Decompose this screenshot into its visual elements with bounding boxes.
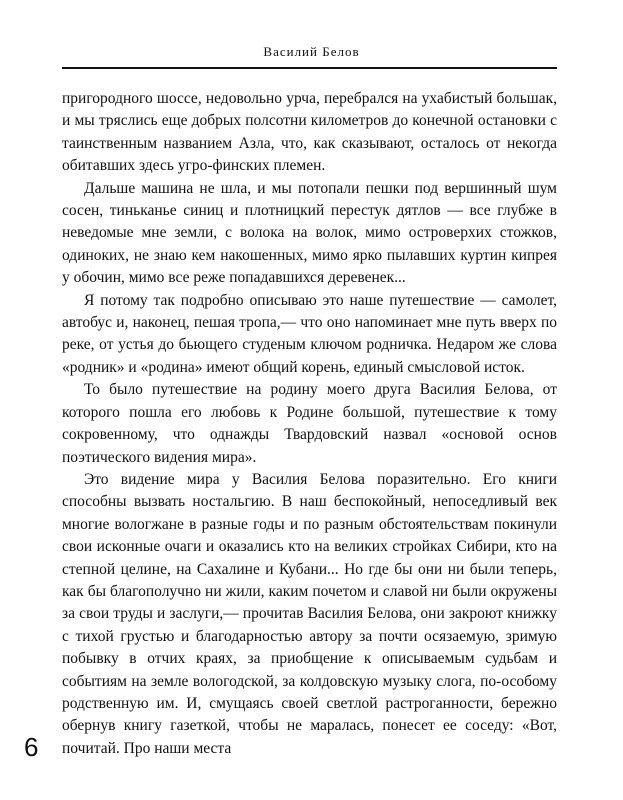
paragraph-4: То было путешествие на родину моего друга Василия Белова, от которого пошла его любовь к Родине большой, путешествие к тому сокровенному, что однажды Твардовский назвал «основой основ поэтического видения мира».	[62, 381, 557, 466]
paragraph-5: Это видение мира у Василия Белова поразительно. Его книги способны вызвать ностальгию. В наш беспокойный, непоседливый век многие вологжане в разные годы и по разным обстоятельствам покинули свои исконные очаги и оказались кто на великих стройках Сибири, кто на степной целине, на Сахалине и Кубани... Но где бы они ни были теперь, как бы благополучно ни жили, каким почетом и славой ни были окружены за свои труды и заслуги,— прочитав Василия Белова, они закроют книжку с тихой грустью и благодарностью автору за почти осязаемую, зримую побывку в отчих краях, за приобщение к описываемым судьбам и событиям на земле вологодской, за колдовскую музыку слога, по-особому родственную им. И, смущаясь своей светлой растроганности, бережно обернув книгу газеткой, чтобы не маралась, понесет ее соседу: «Вот, почитай. Про наши места	[62, 470, 557, 757]
paragraph-2: Дальше машина не шла, и мы потопали пешки под вершинный шум сосен, тиньканье синиц и плотницкий перестук дятлов — все глубже в неведомые мне земли, с волока на волок, мимо островерхих стожков, одиноких, не знаю кем накошенных, мимо ярко пылавших куртин кипрея у обочин, мимо все реже попадавшихся деревенек...	[62, 179, 557, 287]
paragraph-3: Я потому так подробно описываю это наше путешествие — самолет, автобус и, наконец, пешая тропа,— что оно напоминает мне путь вверх по реке, от устья до бьющего студеным ключом родничка. Недаром же слова «родник» и «родина» имеют общий корень, единый смысловой исток.	[62, 291, 557, 376]
paragraph-1: пригородного шоссе, недовольно урча, перебрался на ухабистый большак, и мы тряслись еще добрых полсотни километров до конечной остановки с таинственным названием Азла, что, как сказывают, осталось от некогда обитавших здесь угро-финских племен.	[62, 90, 557, 175]
body-text	[62, 88, 557, 760]
page-number: 6	[24, 732, 39, 762]
header-rule	[62, 67, 557, 69]
running-header: Василий Белов	[263, 44, 360, 59]
